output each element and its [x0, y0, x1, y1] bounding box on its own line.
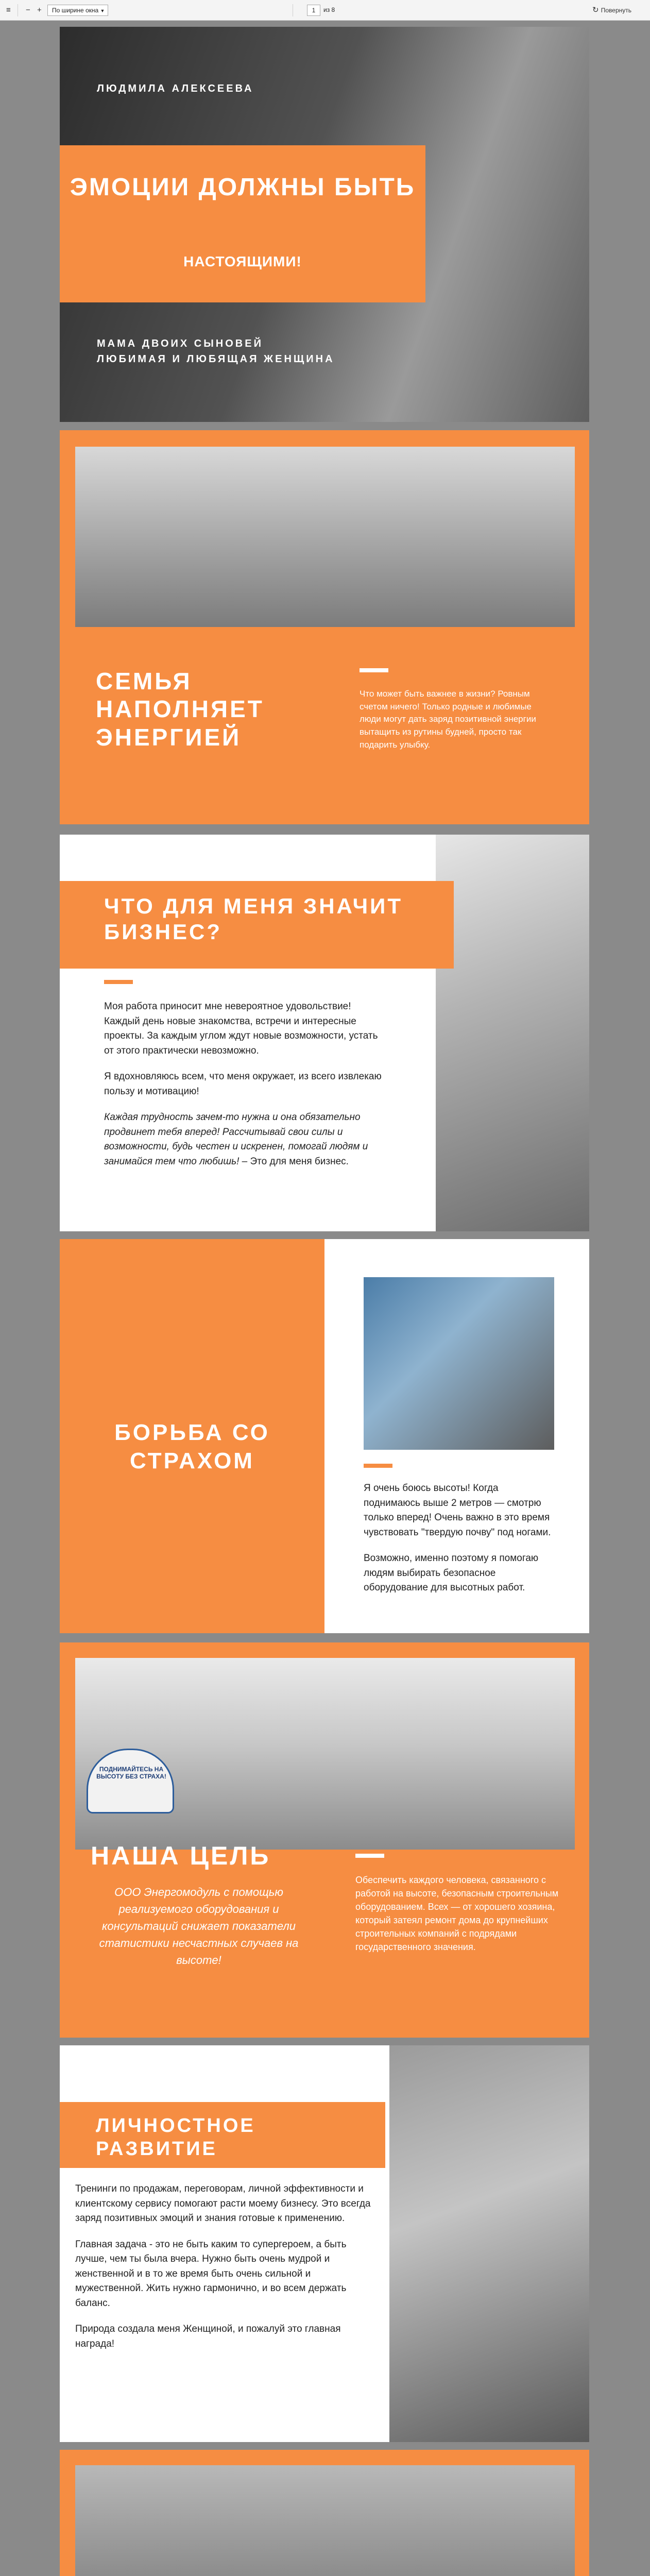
- slide-title: БОРЬБА СО СТРАХОМ: [114, 1420, 270, 1473]
- text-paragraph: [104, 1110, 382, 1169]
- title-box: [60, 2102, 385, 2168]
- slide-text: [75, 2182, 374, 2351]
- zoom-in-button[interactable]: +: [37, 6, 42, 14]
- page-number-input[interactable]: 1: [307, 5, 320, 16]
- page-total: из 8: [323, 6, 335, 13]
- text-paragraph: Я вдохновляюсь всем, что меня окружает, из всего извлекаю пользу и мотивацию!: [104, 1071, 382, 1097]
- art-class-photo: [75, 2465, 575, 2576]
- title-box: [60, 881, 454, 969]
- helmet-icon: [87, 1749, 174, 1814]
- height-photo: [364, 1277, 554, 1450]
- zoom-out-button[interactable]: −: [26, 6, 30, 14]
- slide-title: ЧТО ДЛЯ МЕНЯ ЗНАЧИТ БИЗНЕС?: [104, 894, 403, 944]
- training-photo: [389, 2045, 589, 2442]
- slide-text: [364, 1481, 557, 1596]
- text-paragraph: Моя работа приносит мне невероятное удовольствие! Каждый день новые знакомства, встречи и интересные проекты. За каждым углом ждут новые возможности, устать от этого практически невозможно.: [104, 1001, 378, 1056]
- accent-dash: [104, 980, 133, 984]
- accent-dash: [364, 1464, 392, 1468]
- subtitle-line: ЛЮБИМАЯ И ЛЮБЯЩАЯ ЖЕНЩИНА: [97, 353, 335, 365]
- slide-goal: [60, 1642, 589, 2038]
- exhibition-photo: [75, 1658, 575, 1850]
- slide-title: ЛИЧНОСТНОЕ РАЗВИТИЕ: [96, 2115, 255, 2160]
- text-paragraph: Я очень боюсь высоты! Когда поднимаюсь выше 2 метров — смотрю только вперед! Очень важно в это время чувствовать "твердую почву" под ногами.: [364, 1483, 551, 1538]
- slide-text: Обеспечить каждого человека, связанного с работой на высоте, безопасным строительным оборудованием. Всех — от хорошего хозяина, который затеял ремонт дома до крупнейших строительных компаний с подрядами государственного значения.: [355, 1875, 559, 1953]
- slide-text: [104, 999, 382, 1169]
- text-paragraph: Возможно, именно поэтому я помогаю людям выбирать безопасное оборудование для высотных работ.: [364, 1553, 539, 1593]
- zoom-value: По ширине окна: [52, 7, 99, 14]
- slide-business: [60, 835, 589, 1231]
- title-box: [60, 145, 425, 302]
- family-photo: [75, 447, 575, 627]
- accent-dash: [360, 668, 388, 672]
- rotate-label: Повернуть: [601, 7, 632, 14]
- rotate-button[interactable]: [589, 5, 635, 16]
- subtitle-line: МАМА ДВОИХ СЫНОВЕЙ: [97, 338, 263, 349]
- goal-statement: ООО Энергомодуль с помощью реализуемого оборудования и консультаций снижает показатели статистики несчастных случаев на высоте!: [99, 1886, 299, 1967]
- slide-family: [60, 430, 589, 824]
- slide-title-tail: НАСТОЯЩИМИ!: [183, 253, 302, 269]
- slide-title: ЭМОЦИИ ДОЛЖНЫ БЫТЬ: [70, 174, 416, 201]
- menu-icon[interactable]: ≡: [6, 6, 11, 14]
- slide-fear: [60, 1239, 589, 1633]
- quote-tail: – Это для меня бизнес.: [239, 1156, 349, 1167]
- text-paragraph: Тренинги по продажам, переговорам, личной эффективности и клиентскому сервису помогают расти моему бизнесу. Это всегда заряд позитивных эмоций и знания готовые к применению.: [75, 2183, 371, 2224]
- slide-growth: [60, 2045, 589, 2442]
- slide-intro: [60, 27, 589, 422]
- slide-text: Что может быть важнее в жизни? Ровным счетом ничего! Только родные и любимые люди могут дать заряд позитивной энергии вытащить из рутины будней, просто так подарить улыбку.: [360, 689, 536, 750]
- text-paragraph: Главная задача - это не быть каким то супергероем, а быть лучше, чем ты была вчера. Нужно быть очень мудрой и женственной и в то же время быть очень сильной и мужественной. Жить нужно гармонично, и во всем держать баланс.: [75, 2239, 347, 2309]
- text-paragraph: Природа создала меня Женщиной, и пожалуй это главная награда!: [75, 2324, 341, 2349]
- accent-dash: [355, 1854, 384, 1858]
- slide-title: СЕМЬЯ НАПОЛНЯЕТ ЭНЕРГИЕЙ: [96, 668, 264, 751]
- viewer-toolbar: [0, 0, 650, 21]
- zoom-select[interactable]: [47, 5, 108, 16]
- italic-quote: Каждая трудность зачем-то нужна и она обязательно продвинет тебя вперед! Рассчитывай свои силы и возможности, будь честен и искренен, помогай людям и занимайся тем что любишь!: [104, 1112, 368, 1167]
- author-name: ЛЮДМИЛА АЛЕКСЕЕВА: [97, 83, 254, 94]
- slide-title: НАША ЦЕЛЬ: [91, 1841, 271, 1870]
- portrait-photo: [436, 835, 589, 1231]
- slide-creativity: [60, 2450, 589, 2576]
- chevron-down-icon: ▼: [100, 8, 105, 13]
- rotate-icon: ↻: [592, 6, 599, 14]
- helmet-text: ПОДНИМАЙТЕСЬ НА ВЫСОТУ БЕЗ СТРАХА!: [96, 1766, 166, 1781]
